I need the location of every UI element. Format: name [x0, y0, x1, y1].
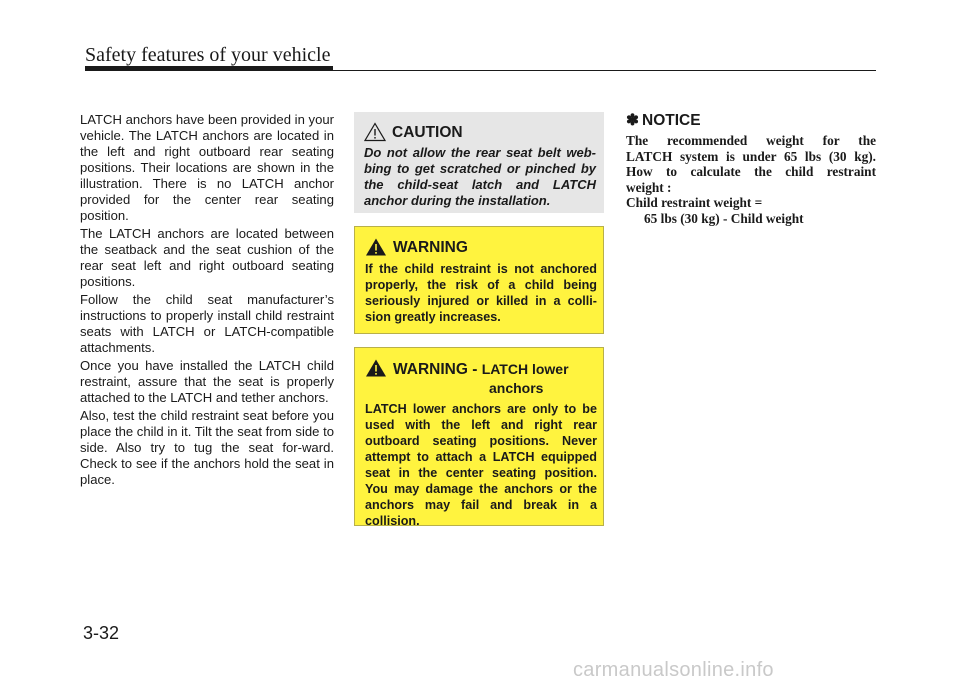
warning-text: If the child restraint is not anchored properly, the risk of a child being seriously injured or killed in a colli-sion greatly increases.: [365, 262, 597, 324]
notice-section: [626, 112, 876, 227]
notice-line: 65 lbs (30 kg) - Child weight: [644, 210, 804, 226]
notice-line: Child restraint weight =: [626, 195, 763, 211]
latch-warning-subtitle-cont: anchors: [489, 380, 544, 396]
latch-warning-title: [393, 358, 569, 397]
latch-warning-header: [365, 358, 597, 397]
notice-star-icon: ✽: [626, 112, 639, 129]
latch-text-column: [80, 112, 334, 490]
warning-triangle-icon: [365, 237, 387, 257]
paragraph: Also, test the child restraint seat before you place the child in it. Tilt the seat from side to side. Also try to tug the seat for-ward. Check to see if the anchors hold the seat in place.: [80, 408, 334, 487]
page-number: 3-32: [83, 623, 120, 643]
header-rule-thick: [85, 66, 333, 71]
caution-title: CAUTION: [392, 124, 463, 141]
notice-title: NOTICE: [642, 112, 701, 129]
paragraph: Once you have installed the LATCH child restraint, assure that the seat is properly attached to the LATCH and tether anchors.: [80, 358, 334, 405]
warning-title: WARNING: [393, 239, 468, 256]
page-title: Safety features of your vehicle: [85, 44, 331, 66]
notice-text: [626, 133, 876, 227]
notice-line: The recommended weight for the: [626, 133, 876, 148]
notice-header: [626, 112, 876, 130]
latch-warning-subtitle: LATCH lower: [481, 361, 569, 377]
warning-header: [365, 237, 597, 257]
paragraph: The LATCH anchors are located between the seatback and the seat cushion of the rear seat left and right outboard seating positions.: [80, 226, 334, 289]
latch-warning-text: LATCH lower anchors are only to be used with the left and right rear outboard seating positions. Never attempt to attach a LATCH equipped seat in the center seating position. You may damage the anchors or the anchors may fail and break in a collision.: [365, 402, 597, 528]
paragraph: LATCH anchors have been provided in your vehicle. The LATCH anchors are located in the left and right outboard rear seating positions. Their locations are shown in the illustration. There is no LATCH anchor provided for the center rear seating position.: [80, 112, 334, 223]
caution-box: [354, 112, 604, 213]
notice-line: LATCH system is under 65 lbs (30 kg).: [626, 148, 876, 164]
watermark: carmanualsonline.info: [573, 659, 774, 681]
warning-triangle-icon: [365, 358, 387, 378]
warning-box: [354, 226, 604, 334]
notice-line: weight :: [626, 179, 672, 195]
latch-warning-box: [354, 347, 604, 526]
caution-text: Do not allow the rear seat belt web-bing to get scratched or pinched by the child-seat latch and LATCH anchor during the installation.: [364, 145, 596, 208]
header-rule-thin: [333, 70, 876, 71]
caution-header: [364, 122, 596, 142]
latch-warning-label: WARNING -: [393, 361, 482, 378]
notice-line: How to calculate the child restraint: [626, 164, 876, 180]
caution-triangle-icon: [364, 122, 386, 142]
paragraph: Follow the child seat manufacturer’s instructions to properly install child restraint seats with LATCH or LATCH-compatible attachments.: [80, 292, 334, 355]
